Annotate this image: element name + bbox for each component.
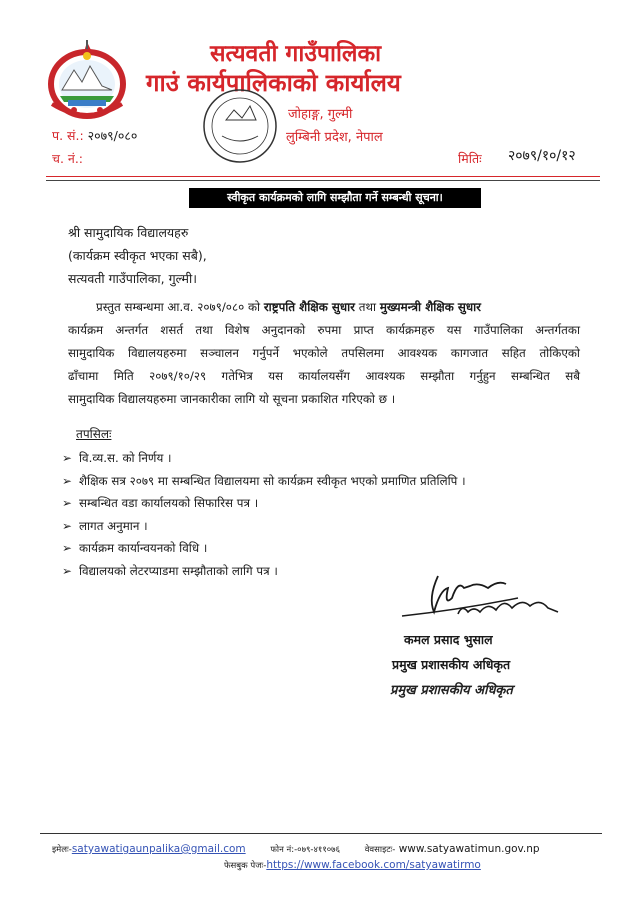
arrow-bullet-icon: ➢: [62, 473, 72, 488]
addressee-line-1: श्री सामुदायिक विद्यालयहरु: [68, 225, 189, 240]
body-paragraph: [68, 296, 580, 411]
footer-facebook-line: [224, 859, 481, 871]
nepal-emblem-icon: [44, 40, 130, 122]
list-item-text: विद्यालयको लेटरप्याडमा सम्झौताको लागि पत्र ।: [79, 563, 278, 578]
program-name-1: राष्ट्रपति शैक्षिक सुधार: [263, 300, 355, 314]
list-item-text: लागत अनुमान ।: [79, 518, 148, 533]
handwritten-signature: [398, 568, 568, 632]
body-line-1: [68, 296, 580, 319]
letter-number-value: २०७९/०८०: [87, 128, 138, 143]
body-line-2: कार्यक्रम अन्तर्गत शसर्त तथा विशेष अनुदानको रुपमा प्राप्त कार्यक्रमहरु यस गाउँपालिका अन्तर्गतका: [68, 323, 580, 337]
arrow-bullet-icon: ➢: [62, 518, 72, 533]
dispatch-number: [52, 150, 83, 167]
addressee-line-3: सत्यवती गाउँपालिका, गुल्मी।: [68, 271, 197, 286]
body-line-4: ढाँचामा मिति २०७९/१०/२९ गतेभित्र यस कार्यालयसँग आवश्यक सम्झौता गर्नुहुन सम्बन्धित सबै: [68, 369, 580, 383]
arrow-bullet-icon: ➢: [62, 563, 72, 578]
arrow-bullet-icon: ➢: [62, 451, 72, 465]
list-item: [62, 470, 582, 493]
list-item-text: वि.व्य.स. को निर्णय ।: [79, 451, 172, 465]
footer-contact-line: [52, 843, 540, 855]
addressee-line-2: (कार्यक्रम स्वीकृत भएका सबै),: [68, 248, 207, 263]
date-value: २०७९/१०/१२: [508, 148, 576, 164]
address-line-2: लुम्बिनी प्रदेश, नेपाल: [286, 130, 383, 145]
arrow-bullet-icon: ➢: [62, 541, 72, 555]
phone-label: फोन नं:-: [270, 845, 298, 855]
municipality-name: सत्यवती गाउँपालिका: [210, 41, 382, 67]
header-divider-red: [46, 176, 600, 177]
office-name: गाउं कार्यपालिकाको कार्यालय: [146, 69, 401, 97]
list-item: [62, 447, 582, 470]
email-link[interactable]: satyawatigaunpalika@gmail.com: [71, 843, 246, 855]
body-text-segment: प्रस्तुत सम्बन्धमा आ.व. २०७९/०८० को: [96, 300, 264, 314]
list-item: [62, 492, 582, 515]
arrow-bullet-icon: ➢: [62, 496, 72, 510]
address-line-1: जोहाङ्ग, गुल्मी: [288, 107, 353, 122]
body-text-segment: तथा: [355, 300, 380, 314]
body-line-3: सामुदायिक विद्यालयहरुमा सञ्चालन गर्नुपर्ने भएकोले तपसिलमा आवश्यक कागजात सहित तोकिएको: [68, 346, 580, 360]
office-stamp-icon: [186, 82, 294, 170]
facebook-link[interactable]: https://www.facebook.com/satyawatirmo: [266, 859, 481, 871]
letter-number: [52, 127, 137, 144]
phone-number: ०७९-४११०७६: [297, 845, 341, 855]
letter-number-label: प. सं.:: [52, 128, 84, 143]
footer-divider: [40, 833, 602, 834]
dispatch-number-label: च. नं.:: [52, 151, 84, 166]
facebook-label: फेसबुक पेजः-: [224, 861, 267, 871]
list-item-text: सम्बन्धित वडा कार्यालयको सिफारिस पत्र ।: [79, 496, 259, 510]
details-list: [62, 447, 582, 582]
details-heading: तपसिलः: [76, 427, 112, 441]
signatory-name: कमल प्रसाद भुसाल: [404, 632, 493, 647]
signatory-title: प्रमुख प्रशासकीय अधिकृत: [392, 657, 511, 672]
designation-stamp: प्रमुख प्रशासकीय अधिकृत: [390, 683, 513, 698]
website-link[interactable]: www.satyawatimun.gov.np: [398, 843, 540, 855]
list-item-text: शैक्षिक सत्र २०७९ मा सम्बन्धित विद्यालयमा सो कार्यक्रम स्वीकृत भएको प्रमाणित प्रतिलिपि ।: [79, 473, 466, 488]
list-item: [62, 537, 582, 560]
subject-banner: स्वीकृत कार्यक्रमको लागि सम्झौता गर्ने सम्बन्धी सूचना।: [189, 188, 481, 208]
email-label: इमेलः-: [52, 845, 72, 855]
list-item-text: कार्यक्रम कार्यान्वयनको विधि ।: [79, 541, 208, 555]
date-label: मितिः: [458, 151, 482, 166]
body-line-5: सामुदायिक विद्यालयहरुमा जानकारीका लागि यो सूचना प्रकाशित गरिएको छ ।: [68, 392, 396, 406]
header-divider: [46, 180, 600, 181]
list-item: [62, 515, 582, 538]
program-name-2: मुख्यमन्त्री शैक्षिक सुधार: [379, 300, 482, 314]
website-label: वेवसाइटः-: [364, 845, 396, 855]
